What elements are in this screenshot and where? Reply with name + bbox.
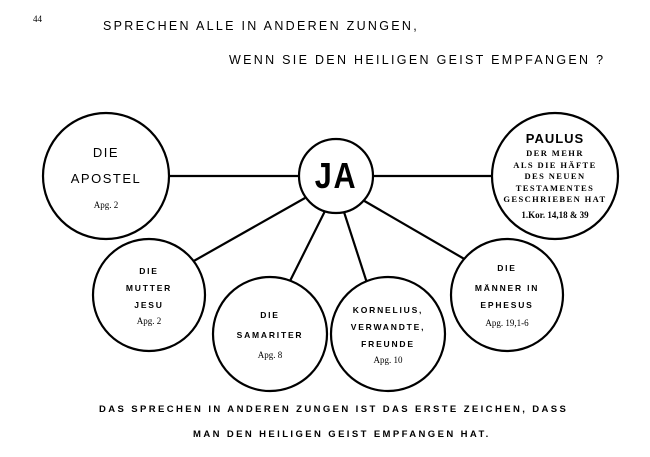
node-ephesus: [451, 239, 563, 351]
page-number: 44: [33, 14, 42, 24]
footer-line-1: DAS SPRECHEN IN ANDEREN ZUNGEN IST DAS ERSTE ZEICHEN, DASS: [99, 404, 569, 415]
ephesus-ref: Apg. 19,1-6: [485, 318, 529, 328]
paulus-line2: ALS DIE HÄFTE: [513, 159, 597, 170]
node-mutter: [93, 239, 205, 351]
kornelius-line1: KORNELIUS,: [352, 304, 424, 315]
kornelius-line2: VERWANDTE,: [350, 321, 426, 332]
connector-samariter: [288, 211, 325, 285]
paulus-line1: DER MEHR: [526, 148, 584, 159]
samariter-ref: Apg. 8: [257, 349, 283, 360]
connector-kornelius: [344, 212, 367, 283]
node-apostel: [43, 113, 169, 239]
paulus-title: PAULUS: [525, 131, 585, 147]
ephesus-line1: DIE: [497, 263, 517, 273]
footer-line-2: MAN DEN HEILIGEN GEIST EMPFANGEN HAT.: [193, 429, 491, 440]
mutter-line1: DIE: [139, 265, 159, 276]
title-line-1: SPRECHEN ALLE IN ANDEREN ZUNGEN,: [103, 19, 420, 33]
apostel-line1: DIE: [92, 145, 120, 160]
ephesus-line3: EPHESUS: [480, 300, 534, 310]
node-paulus: [492, 113, 618, 239]
paulus-line3: DES NEUEN: [524, 171, 586, 182]
connector-mutter: [192, 198, 305, 262]
ephesus-line2: MÄNNER IN: [474, 283, 540, 293]
kornelius-line3: FREUNDE: [361, 338, 415, 349]
paulus-line4: TESTAMENTES: [515, 182, 595, 193]
paulus-ref: 1.Kor. 14,18 & 39: [521, 209, 589, 220]
node-kornelius: [331, 277, 445, 391]
paulus-line5: GESCHRIEBEN HAT: [503, 194, 607, 205]
mutter-line3: JESU: [134, 299, 164, 310]
node-ja: [299, 139, 373, 213]
node-samariter: [213, 277, 327, 391]
samariter-line2: SAMARITER: [236, 329, 304, 340]
apostel-ref: Apg. 2: [93, 200, 119, 210]
apostel-line2: APOSTEL: [70, 171, 142, 186]
mutter-line2: MUTTER: [125, 282, 173, 293]
mutter-ref: Apg. 2: [136, 315, 162, 326]
kornelius-ref: Apg. 10: [373, 354, 403, 365]
title-line-2: WENN SIE DEN HEILIGEN GEIST EMPFANGEN ?: [229, 53, 606, 67]
samariter-line1: DIE: [260, 309, 280, 320]
ja-label: JA: [314, 155, 358, 196]
